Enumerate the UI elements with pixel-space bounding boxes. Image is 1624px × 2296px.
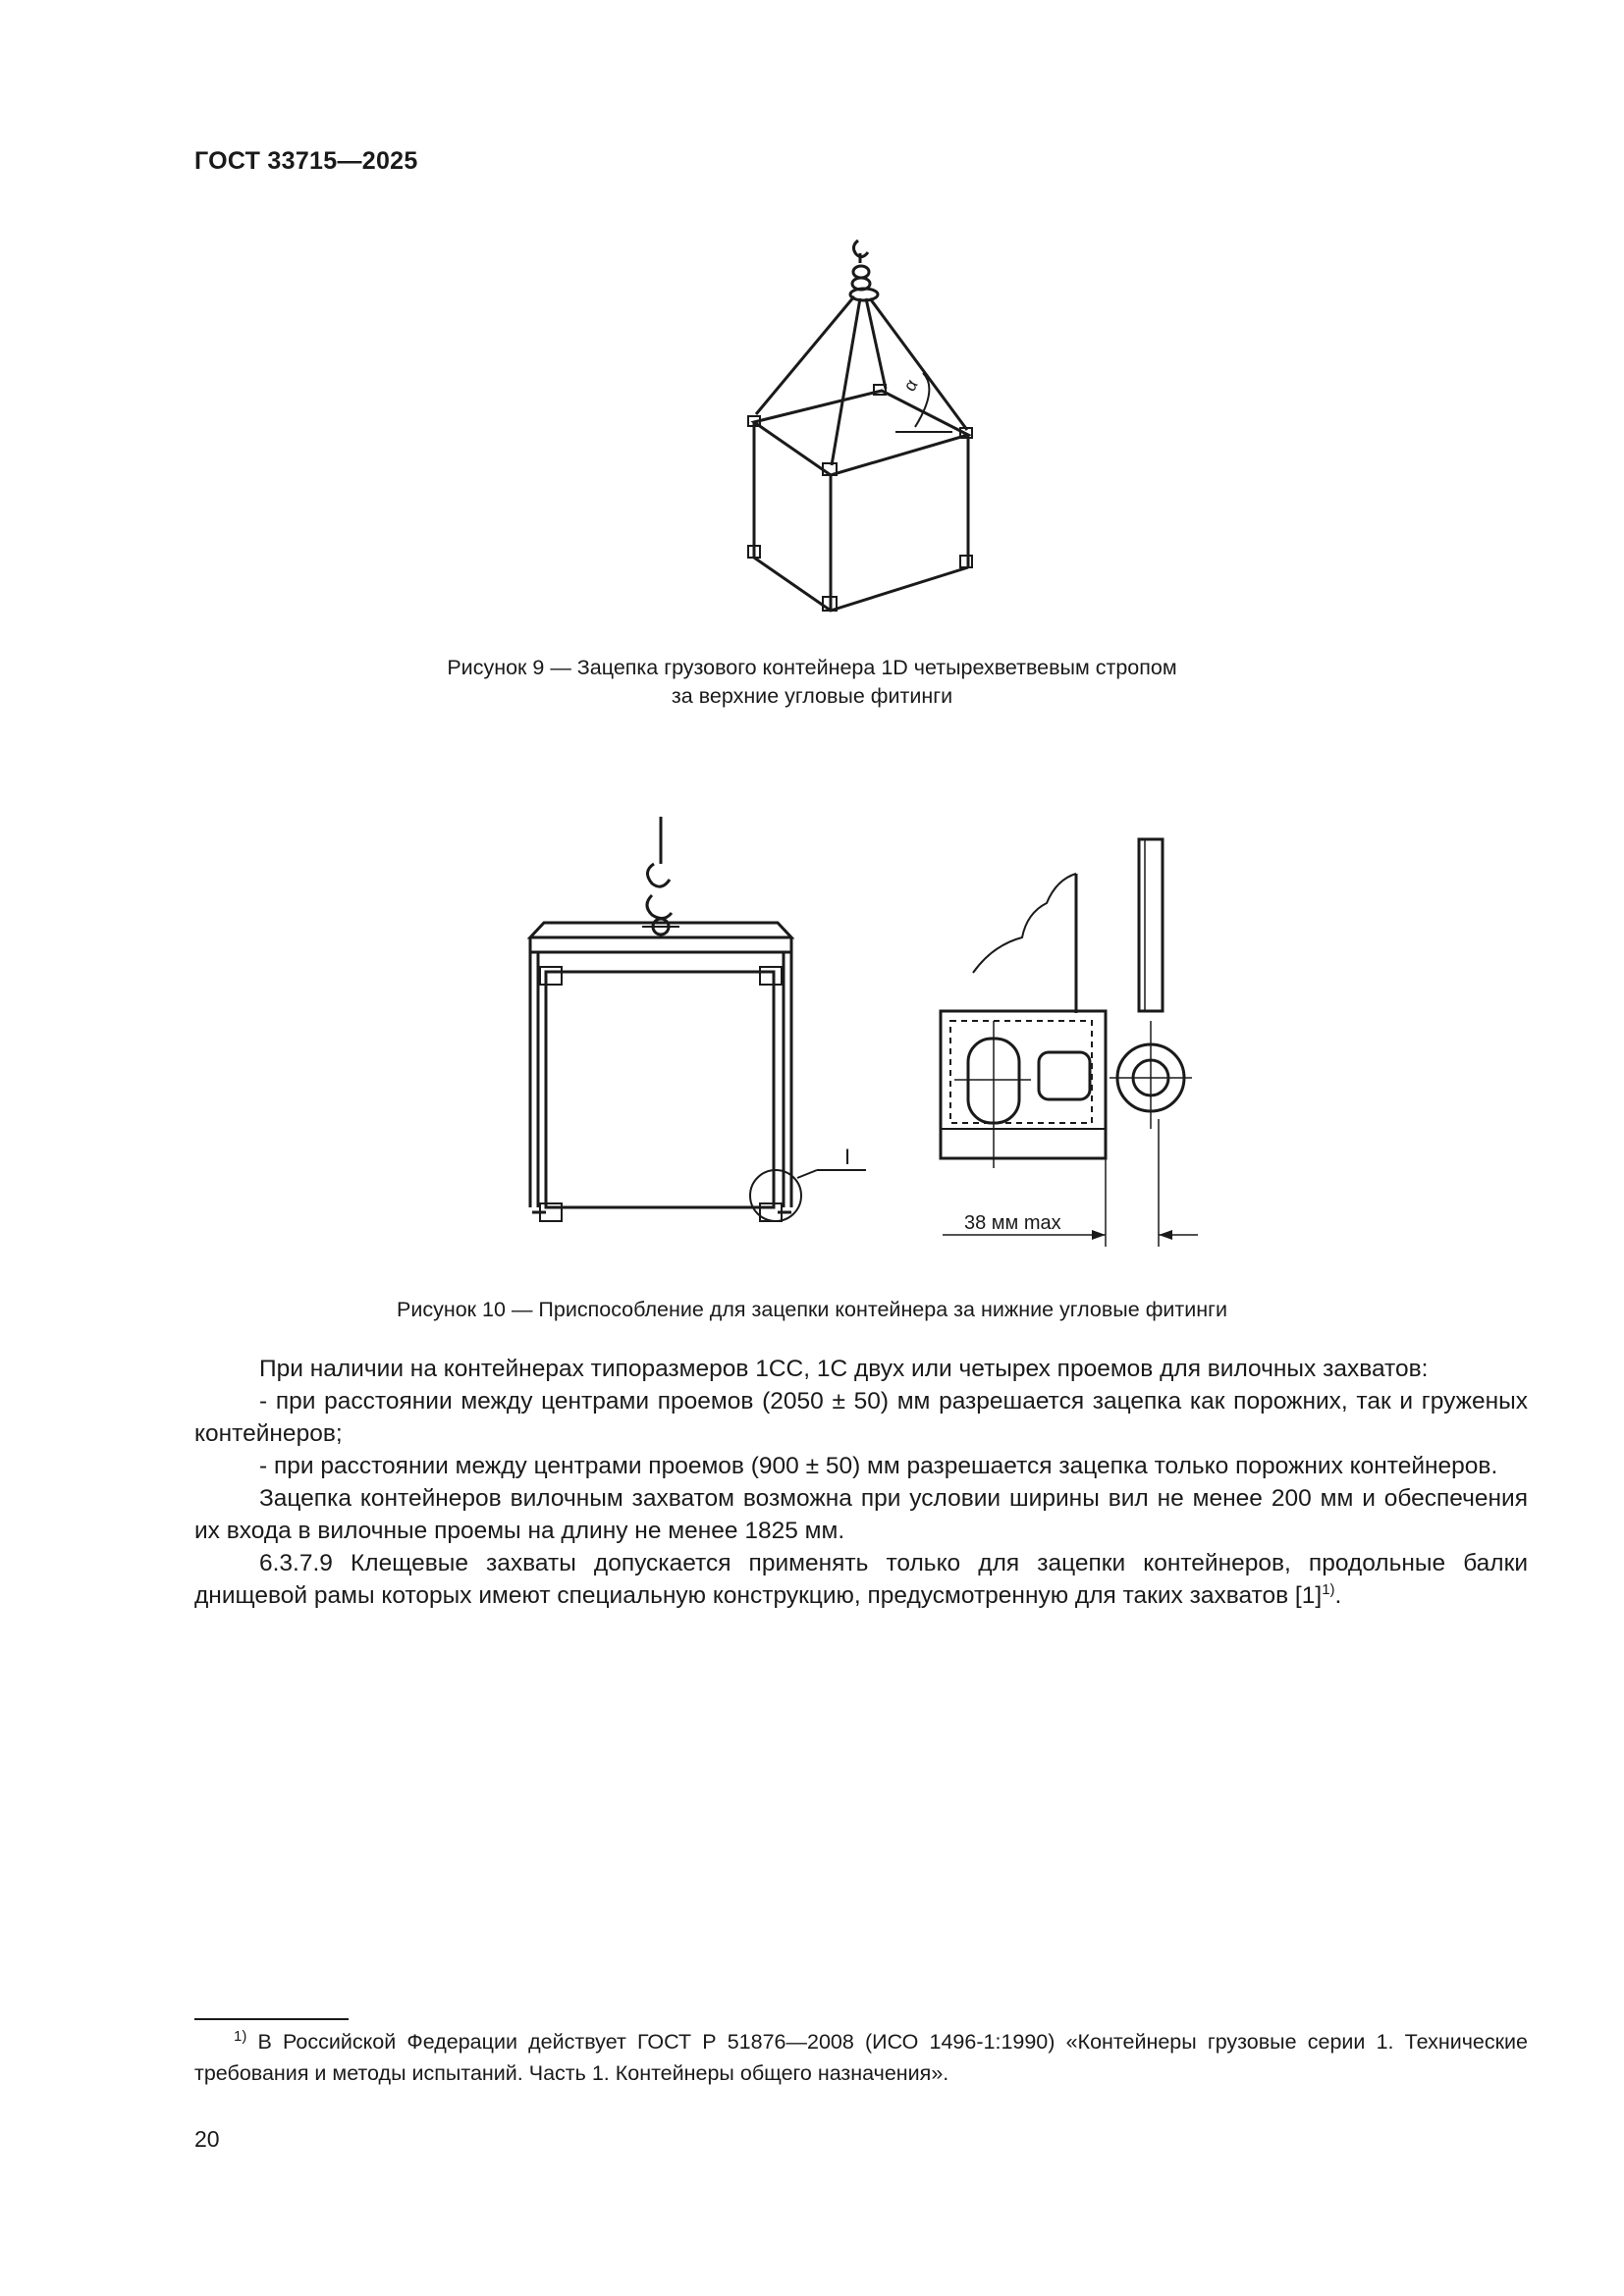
paragraph-5	[194, 1547, 1528, 1612]
detail-label: I	[844, 1145, 851, 1169]
figure-10-lifting-frame-drawing	[520, 815, 874, 1247]
footnote-separator	[194, 2018, 349, 2020]
figure-10-detail-drawing	[923, 825, 1218, 1256]
figure-9-caption-line-1: Рисунок 9 — Зацепка грузового контейнера 1D четырехветвевым стропом	[447, 656, 1177, 679]
figure-9-container-sling-drawing	[727, 226, 1001, 618]
paragraph-1: При наличии на контейнерах типоразмеров 1СС, 1С двух или четырех проемов для вилочных захватов:	[259, 1356, 1429, 1382]
footnote-text: В Российской Федерации действует ГОСТ Р 51876—2008 (ИСО 1496-1:1990) «Контейнеры грузовые серии 1. Технические требования и методы испытаний. Часть 1. Контейнеры общего назначения».	[194, 2030, 1528, 2085]
footnote-marker: 1)	[234, 2027, 247, 2045]
footnote-reference: 1)	[1322, 1580, 1335, 1598]
main-text	[194, 1353, 1528, 1612]
paragraph-5-end: .	[1334, 1582, 1342, 1609]
paragraph-5-text: 6.3.7.9 Клещевые захваты допускается применять только для зацепки контейнеров, продольные балки днищевой рамы которых имеют специальную конструкцию, предусмотренную для таких захватов [1]	[194, 1550, 1528, 1609]
figure-9-caption-line-2: за верхние угловые фитинги	[671, 684, 953, 708]
paragraph-4: Зацепка контейнеров вилочным захватом возможна при условии ширины вил не менее 200 мм и обеспечения их входа в вилочные проемы на длину не менее 1825 мм.	[194, 1485, 1528, 1544]
page-number: 20	[194, 2126, 220, 2152]
dimension-label: 38 мм max	[964, 1212, 1061, 1234]
paragraph-2: - при расстоянии между центрами проемов (2050 ± 50) мм разрешается зацепка как порожних, так и груженых контейнеров;	[194, 1388, 1528, 1447]
footnote	[194, 2026, 1528, 2089]
paragraph-3: - при расстоянии между центрами проемов (900 ± 50) мм разрешается зацепка только порожних контейнеров.	[259, 1453, 1498, 1479]
figure-10-caption: Рисунок 10 — Приспособление для зацепки контейнера за нижние угловые фитинги	[397, 1298, 1227, 1321]
angle-label: α	[899, 375, 922, 395]
document-header: ГОСТ 33715—2025	[194, 147, 418, 175]
